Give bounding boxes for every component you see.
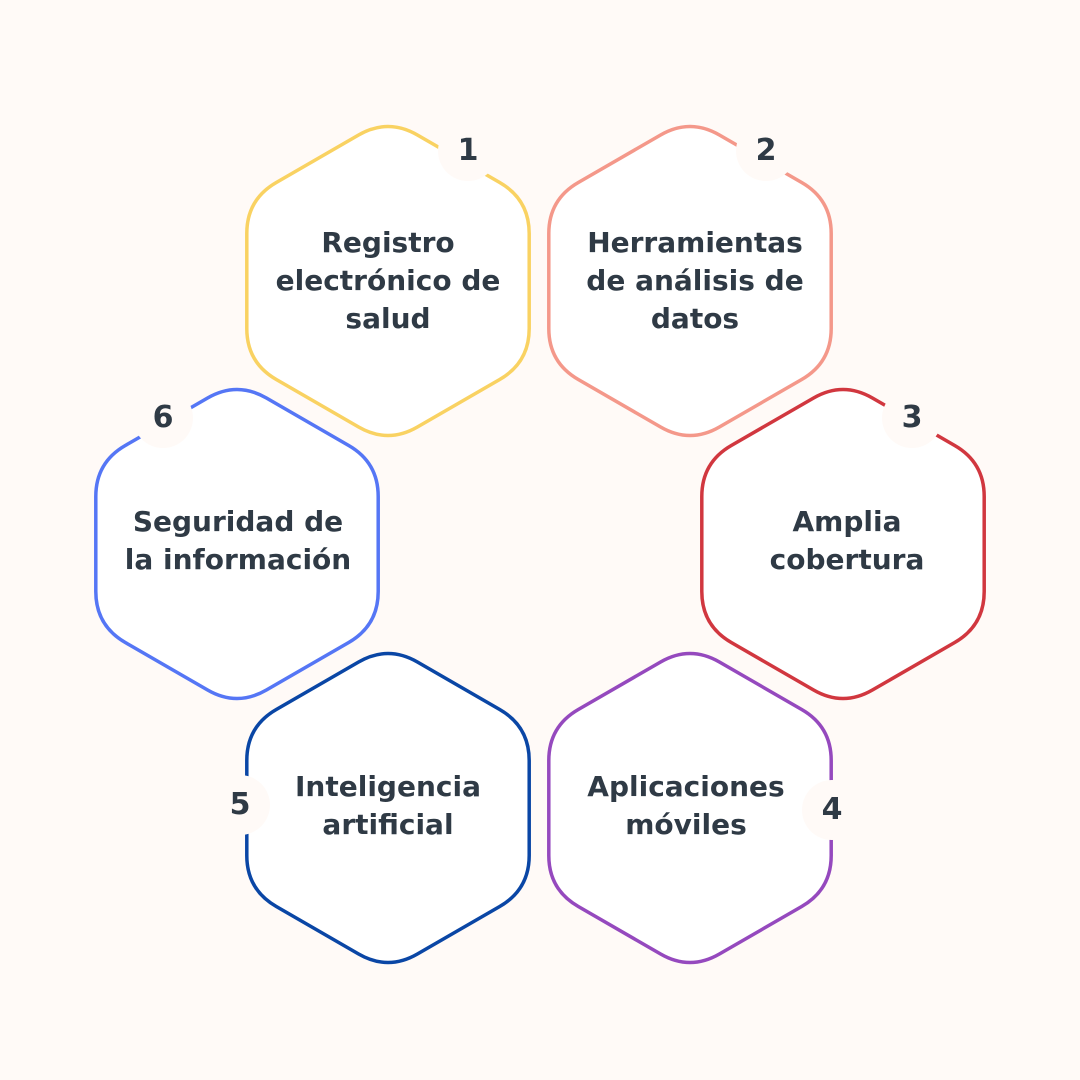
- hexagon-3-number: 3: [882, 388, 942, 448]
- hexagon-5-number: 5: [210, 775, 270, 835]
- hexagon-1-label: Registro electrónico de salud: [275, 226, 501, 335]
- hexagon-6-number: 6: [133, 388, 193, 448]
- hexagon-2-label: Herramientas de análisis de datos: [586, 226, 804, 335]
- hexagon-2-number: 2: [736, 121, 796, 181]
- hexagon-4-number: 4: [802, 780, 862, 840]
- hexagon-4-label: Aplicaciones móviles: [587, 770, 785, 841]
- hexagon-3-label: Amplia cobertura: [769, 505, 925, 576]
- hexagon-1-number: 1: [438, 121, 498, 181]
- hexagon-6-label: Seguridad de la información: [124, 505, 352, 576]
- hexagon-5-label: Inteligencia artificial: [295, 770, 481, 841]
